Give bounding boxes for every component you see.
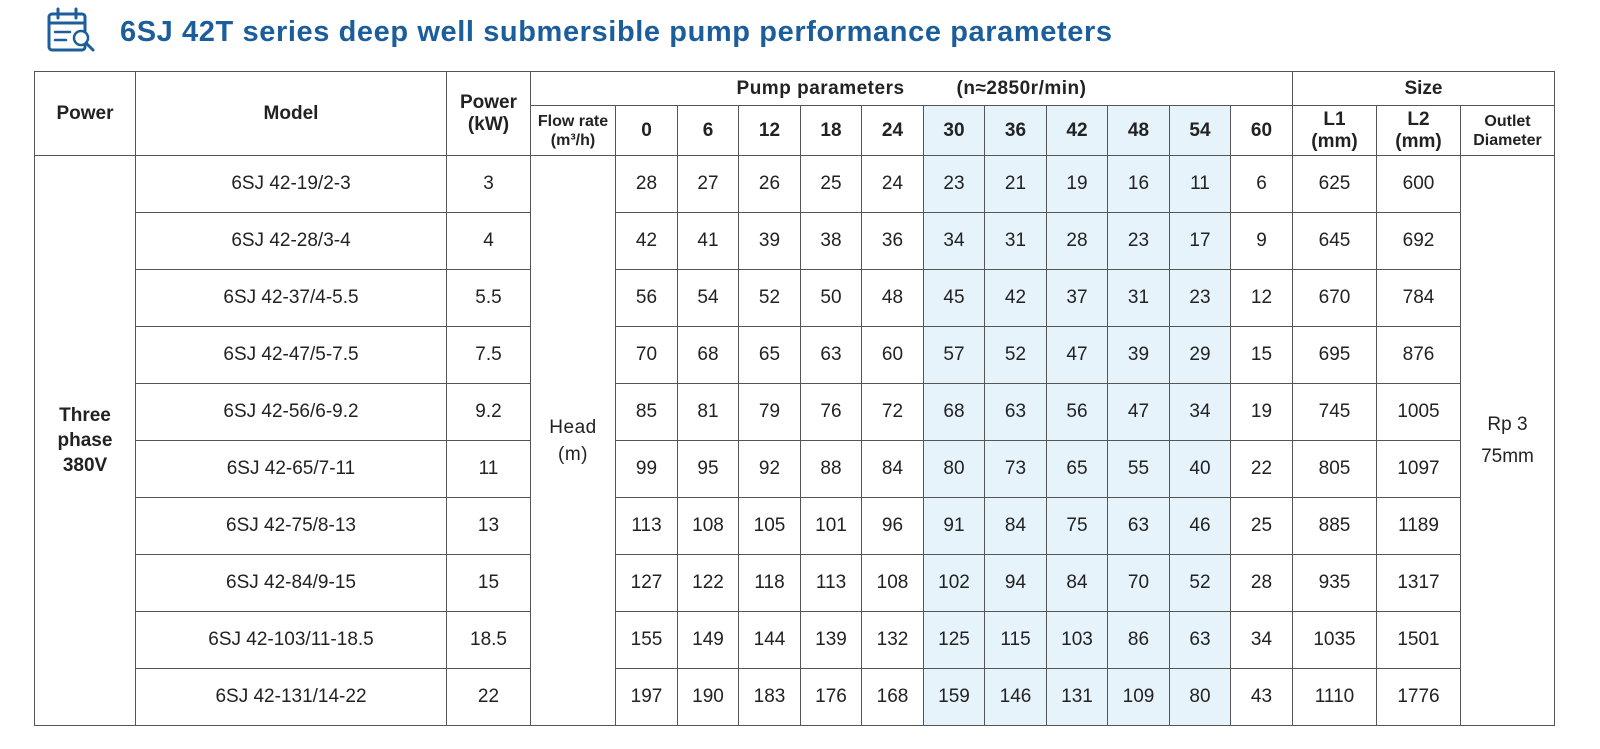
flow-header-cell: 30 (924, 106, 985, 156)
outlet-thread: Rp 3 (1487, 413, 1528, 435)
head-cell: 50 (801, 270, 862, 327)
pump-params-header (531, 72, 1293, 106)
power-kw-header (447, 72, 531, 156)
head-cell: 27 (678, 156, 739, 213)
head-cell: 85 (616, 384, 678, 441)
head-cell: 108 (862, 555, 924, 612)
head-cell: 52 (985, 327, 1047, 384)
head-cell: 101 (801, 498, 862, 555)
head-cell: 109 (1108, 669, 1170, 726)
head-cell: 65 (1047, 441, 1108, 498)
head-cell: 15 (1231, 327, 1293, 384)
head-cell: 55 (1108, 441, 1170, 498)
head-cell: 12 (1231, 270, 1293, 327)
head-cell: 127 (616, 555, 678, 612)
head-cell: 155 (616, 612, 678, 669)
outlet-label: Outlet (1484, 112, 1531, 130)
table-row (35, 441, 1555, 498)
pump-params-label: Pump parameters (736, 77, 905, 99)
head-cell: 144 (739, 612, 801, 669)
head-cell: 88 (801, 441, 862, 498)
head-cell: 24 (862, 156, 924, 213)
head-cell: 34 (1170, 384, 1231, 441)
head-cell: 46 (1170, 498, 1231, 555)
head-cell: 52 (739, 270, 801, 327)
head-cell: 28 (616, 156, 678, 213)
head-cell: 146 (985, 669, 1047, 726)
table-row (35, 213, 1555, 270)
head-cell: 47 (1047, 327, 1108, 384)
flow-header-cell: 24 (862, 106, 924, 156)
head-cell: 31 (985, 213, 1047, 270)
head-cell: 26 (739, 156, 801, 213)
l1-cell: 1035 (1293, 612, 1377, 669)
model-cell: 6SJ 42-131/14-22 (136, 669, 447, 726)
power-cell: 13 (447, 498, 531, 555)
head-cell: 48 (862, 270, 924, 327)
head-cell: 80 (924, 441, 985, 498)
head-cell: 11 (1170, 156, 1231, 213)
head-cell: 42 (616, 213, 678, 270)
head-cell: 125 (924, 612, 985, 669)
head-cell: 45 (924, 270, 985, 327)
head-cell: 139 (801, 612, 862, 669)
power-cell: 15 (447, 555, 531, 612)
l2-unit: (mm) (1395, 130, 1442, 152)
head-cell: 28 (1047, 213, 1108, 270)
l2-cell: 1501 (1377, 612, 1461, 669)
head-cell: 176 (801, 669, 862, 726)
flow-header-cell: 54 (1170, 106, 1231, 156)
head-cell: 84 (1047, 555, 1108, 612)
head-cell: 57 (924, 327, 985, 384)
head-cell: 131 (1047, 669, 1108, 726)
model-cell: 6SJ 42-65/7-11 (136, 441, 447, 498)
power-header: Power (35, 72, 136, 156)
speed-label: (n≈2850r/min) (956, 77, 1087, 99)
power-cell: 4 (447, 213, 531, 270)
head-cell: 72 (862, 384, 924, 441)
flow-header-cell: 0 (616, 106, 678, 156)
head-cell: 113 (801, 555, 862, 612)
power-cell: 5.5 (447, 270, 531, 327)
power-cell: 22 (447, 669, 531, 726)
model-cell: 6SJ 42-47/5-7.5 (136, 327, 447, 384)
head-cell: 6 (1231, 156, 1293, 213)
l1-cell: 670 (1293, 270, 1377, 327)
l2-cell: 876 (1377, 327, 1461, 384)
flow-header-cell: 60 (1231, 106, 1293, 156)
head-cell: 103 (1047, 612, 1108, 669)
l2-cell: 1317 (1377, 555, 1461, 612)
head-cell: 99 (616, 441, 678, 498)
head-cell: 34 (1231, 612, 1293, 669)
flow-header-cell: 18 (801, 106, 862, 156)
l2-cell: 1189 (1377, 498, 1461, 555)
head-cell: 23 (924, 156, 985, 213)
model-cell: 6SJ 42-28/3-4 (136, 213, 447, 270)
l2-cell: 1097 (1377, 441, 1461, 498)
power-kw-header-unit: (kW) (467, 113, 510, 135)
header-row-top (35, 72, 1555, 106)
l1-header (1293, 106, 1377, 156)
l2-header (1377, 106, 1461, 156)
l2-cell: 692 (1377, 213, 1461, 270)
table-row (35, 384, 1555, 441)
head-cell: 75 (1047, 498, 1108, 555)
head-cell: 9 (1231, 213, 1293, 270)
l2-cell: 1776 (1377, 669, 1461, 726)
table-row (35, 669, 1555, 726)
head-cell: 122 (678, 555, 739, 612)
power-cell: 18.5 (447, 612, 531, 669)
l1-label: L1 (1323, 108, 1346, 130)
outlet-cell (1461, 156, 1555, 726)
head-cell: 19 (1047, 156, 1108, 213)
page-title: 6SJ 42T series deep well submersible pump performance parameters (120, 15, 1113, 48)
head-label-cell (531, 156, 616, 726)
outlet-header (1461, 106, 1555, 156)
head-cell: 31 (1108, 270, 1170, 327)
model-cell: 6SJ 42-19/2-3 (136, 156, 447, 213)
size-header: Size (1293, 72, 1555, 106)
l1-cell: 645 (1293, 213, 1377, 270)
head-cell: 56 (1047, 384, 1108, 441)
model-header: Model (136, 72, 447, 156)
head-cell: 47 (1108, 384, 1170, 441)
flow-rate-label: Flow rate (537, 112, 609, 130)
table-row (35, 327, 1555, 384)
head-cell: 22 (1231, 441, 1293, 498)
head-cell: 43 (1231, 669, 1293, 726)
head-cell: 190 (678, 669, 739, 726)
l1-cell: 625 (1293, 156, 1377, 213)
head-cell: 95 (678, 441, 739, 498)
l2-cell: 784 (1377, 270, 1461, 327)
head-cell: 65 (739, 327, 801, 384)
flow-header-cell: 6 (678, 106, 739, 156)
table-row (35, 555, 1555, 612)
head-label: Head (549, 416, 597, 438)
head-cell: 79 (739, 384, 801, 441)
flow-rate-header (531, 106, 616, 156)
head-cell: 40 (1170, 441, 1231, 498)
head-cell: 54 (678, 270, 739, 327)
power-cell: 7.5 (447, 327, 531, 384)
head-cell: 52 (1170, 555, 1231, 612)
head-cell: 91 (924, 498, 985, 555)
outlet-label-2: Diameter (1473, 131, 1542, 149)
head-cell: 41 (678, 213, 739, 270)
performance-table (34, 71, 1555, 726)
head-cell: 38 (801, 213, 862, 270)
head-cell: 23 (1108, 213, 1170, 270)
head-cell: 23 (1170, 270, 1231, 327)
head-cell: 113 (616, 498, 678, 555)
head-cell: 56 (616, 270, 678, 327)
head-cell: 86 (1108, 612, 1170, 669)
head-cell: 63 (1108, 498, 1170, 555)
head-cell: 92 (739, 441, 801, 498)
power-cell: 9.2 (447, 384, 531, 441)
head-cell: 68 (924, 384, 985, 441)
l1-cell: 805 (1293, 441, 1377, 498)
l2-cell: 600 (1377, 156, 1461, 213)
head-cell: 17 (1170, 213, 1231, 270)
table-row (35, 156, 1555, 213)
outlet-size: 75mm (1481, 445, 1534, 467)
flow-rate-unit: (m³/h) (550, 131, 596, 149)
model-cell: 6SJ 42-103/11-18.5 (136, 612, 447, 669)
head-cell: 16 (1108, 156, 1170, 213)
l1-cell: 695 (1293, 327, 1377, 384)
head-cell: 28 (1231, 555, 1293, 612)
supply-line: phase (57, 430, 113, 451)
head-cell: 183 (739, 669, 801, 726)
model-cell: 6SJ 42-75/8-13 (136, 498, 447, 555)
head-cell: 39 (739, 213, 801, 270)
supply-line: Three (59, 405, 111, 426)
flow-header-cell: 12 (739, 106, 801, 156)
flow-header-cell: 42 (1047, 106, 1108, 156)
head-cell: 149 (678, 612, 739, 669)
l1-cell: 1110 (1293, 669, 1377, 726)
head-cell: 197 (616, 669, 678, 726)
head-cell: 63 (985, 384, 1047, 441)
head-cell: 108 (678, 498, 739, 555)
head-cell: 39 (1108, 327, 1170, 384)
head-cell: 37 (1047, 270, 1108, 327)
supply-cell (35, 156, 136, 726)
head-cell: 34 (924, 213, 985, 270)
head-cell: 21 (985, 156, 1047, 213)
l1-unit: (mm) (1311, 130, 1358, 152)
head-cell: 68 (678, 327, 739, 384)
head-cell: 96 (862, 498, 924, 555)
model-cell: 6SJ 42-37/4-5.5 (136, 270, 447, 327)
head-cell: 84 (985, 498, 1047, 555)
head-cell: 36 (862, 213, 924, 270)
head-cell: 81 (678, 384, 739, 441)
head-cell: 42 (985, 270, 1047, 327)
supply-line: 380V (62, 455, 108, 476)
head-cell: 60 (862, 327, 924, 384)
head-cell: 80 (1170, 669, 1231, 726)
l1-cell: 885 (1293, 498, 1377, 555)
head-cell: 19 (1231, 384, 1293, 441)
head-cell: 63 (801, 327, 862, 384)
head-cell: 73 (985, 441, 1047, 498)
model-cell: 6SJ 42-56/6-9.2 (136, 384, 447, 441)
head-cell: 25 (801, 156, 862, 213)
head-cell: 29 (1170, 327, 1231, 384)
head-cell: 118 (739, 555, 801, 612)
head-cell: 25 (1231, 498, 1293, 555)
flow-header-cell: 36 (985, 106, 1047, 156)
head-cell: 159 (924, 669, 985, 726)
head-cell: 168 (862, 669, 924, 726)
table-row (35, 270, 1555, 327)
l2-cell: 1005 (1377, 384, 1461, 441)
head-cell: 102 (924, 555, 985, 612)
power-kw-header-line: Power (459, 91, 518, 113)
table-row (35, 612, 1555, 669)
head-cell: 70 (1108, 555, 1170, 612)
head-cell: 76 (801, 384, 862, 441)
head-unit: (m) (558, 443, 588, 465)
l1-cell: 745 (1293, 384, 1377, 441)
head-cell: 70 (616, 327, 678, 384)
model-cell: 6SJ 42-84/9-15 (136, 555, 447, 612)
l1-cell: 935 (1293, 555, 1377, 612)
flow-header-cell: 48 (1108, 106, 1170, 156)
head-cell: 94 (985, 555, 1047, 612)
head-cell: 63 (1170, 612, 1231, 669)
head-cell: 84 (862, 441, 924, 498)
head-cell: 132 (862, 612, 924, 669)
l2-label: L2 (1407, 108, 1430, 130)
table-row (35, 498, 1555, 555)
power-cell: 3 (447, 156, 531, 213)
page-header (46, 6, 1113, 58)
head-cell: 105 (739, 498, 801, 555)
calendar-search-icon (46, 7, 98, 57)
power-cell: 11 (447, 441, 531, 498)
head-cell: 115 (985, 612, 1047, 669)
